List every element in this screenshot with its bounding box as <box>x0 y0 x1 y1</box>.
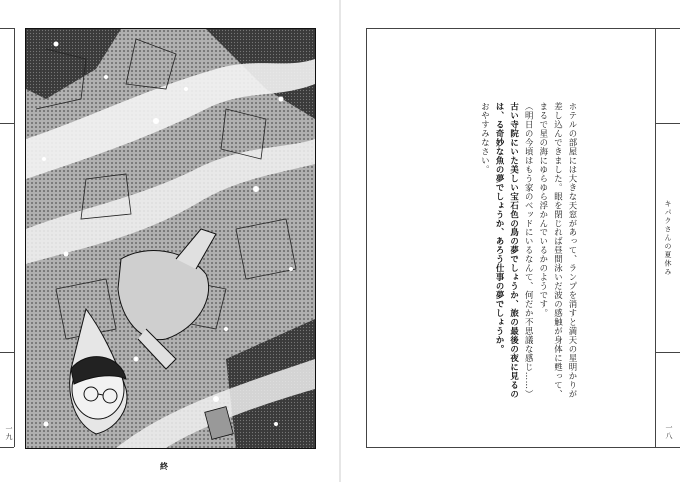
illustration-art <box>26 29 315 448</box>
crop-mark <box>655 352 680 353</box>
paragraph-4: おやすみなさい。 <box>480 102 491 174</box>
running-header: キパクさんの夏休み <box>664 200 672 277</box>
margin-rule <box>366 28 367 447</box>
top-rule <box>366 28 680 29</box>
page-gutter <box>339 0 341 482</box>
body-text <box>478 102 580 402</box>
page-number: 一九 <box>5 425 13 441</box>
paragraph-3: 古い寺院にいた美しい宝石色の鳥の夢でしょうか、旅の最後の夜に見るのは、る奇妙な魚の夢でしょうか、あろう仕事の夢でしょうか。 <box>495 102 520 399</box>
margin-rule <box>655 28 656 447</box>
page-number: 一八 <box>665 424 673 440</box>
crop-mark <box>655 123 680 124</box>
paragraph-2: （明日の今頃はもう家のベッドにいるなんて、何だか不思議な感じ……） <box>524 102 535 399</box>
manga-illustration <box>25 28 316 449</box>
paragraph-1: ホテルの部屋には大きな天窓があって、ランプを消すと満天の星明かりが差し込んできました。眼を閉じれば昼間泳いだ波の感触が身体に甦って、まるで星の海にゆらゆら浮かんでいるかのようです。 <box>538 102 578 399</box>
crop-mark <box>0 352 14 353</box>
crop-mark <box>0 28 14 29</box>
crop-mark <box>0 447 14 448</box>
end-mark: 終 <box>160 461 168 471</box>
bottom-rule <box>366 447 680 448</box>
margin-rule <box>14 28 15 447</box>
crop-mark <box>0 123 14 124</box>
